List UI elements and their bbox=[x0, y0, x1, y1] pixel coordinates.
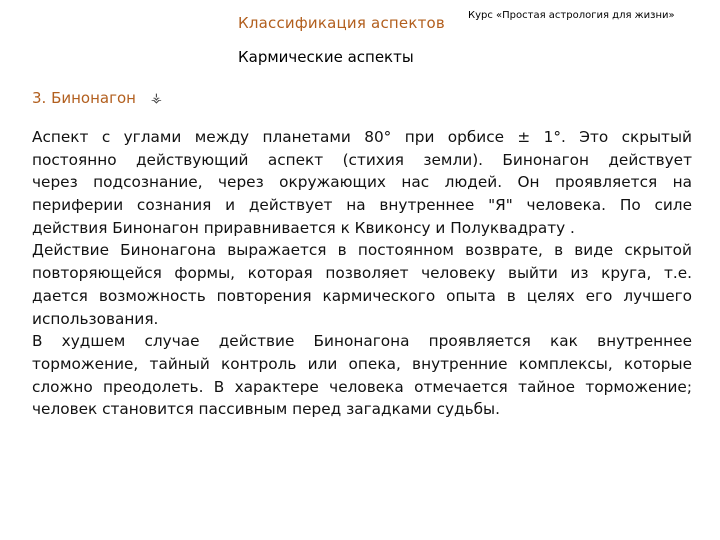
body-line: дается возможность повторения кармического опыта в целях его лучшего bbox=[32, 286, 692, 305]
section-title: Кармические аспекты bbox=[238, 48, 414, 66]
body-line: периферии сознания и действует на внутреннее "Я" человека. По силе bbox=[32, 196, 692, 215]
header-title: Классификация аспектов bbox=[238, 14, 445, 32]
body-line: Действие Бинонагона выражается в постоянном возврате, в виде скрытой bbox=[32, 241, 692, 260]
body-line: Аспект с углами между планетами 80° при орбисе ± 1°. Это скрытый bbox=[32, 128, 692, 146]
body-line: повторяющейся формы, которая позволяет человеку выйти из круга, т.е. bbox=[32, 264, 692, 283]
course-label: Курс «Простая астрология для жизни» bbox=[468, 10, 675, 21]
body-line: использования. bbox=[32, 309, 159, 328]
body-line: человек становится пассивным перед загадками судьбы. bbox=[32, 400, 500, 419]
aspect-heading-label: 3. Бинонагон bbox=[32, 89, 136, 107]
body-line: сложно преодолеть. В характере человека отмечается тайное торможение; bbox=[32, 377, 692, 396]
body-line: через подсознание, через окружающих нас людей. Он проявляется на bbox=[32, 173, 692, 192]
body-line: постоянно действующий аспект (стихия земли). Бинонагон действует bbox=[32, 150, 692, 169]
body-line: торможение, тайный контроль или опека, внутренние комплексы, которые bbox=[32, 354, 692, 373]
body-text bbox=[32, 126, 692, 421]
body-line: В худшем случае действие Бинонагона проявляется как внутреннее bbox=[32, 332, 692, 351]
body-line: действия Бинонагон приравнивается к Квиконсу и Полуквадрату . bbox=[32, 218, 575, 237]
aspect-heading bbox=[32, 89, 162, 107]
binonagon-glyph-icon: ⚶ bbox=[150, 91, 162, 106]
